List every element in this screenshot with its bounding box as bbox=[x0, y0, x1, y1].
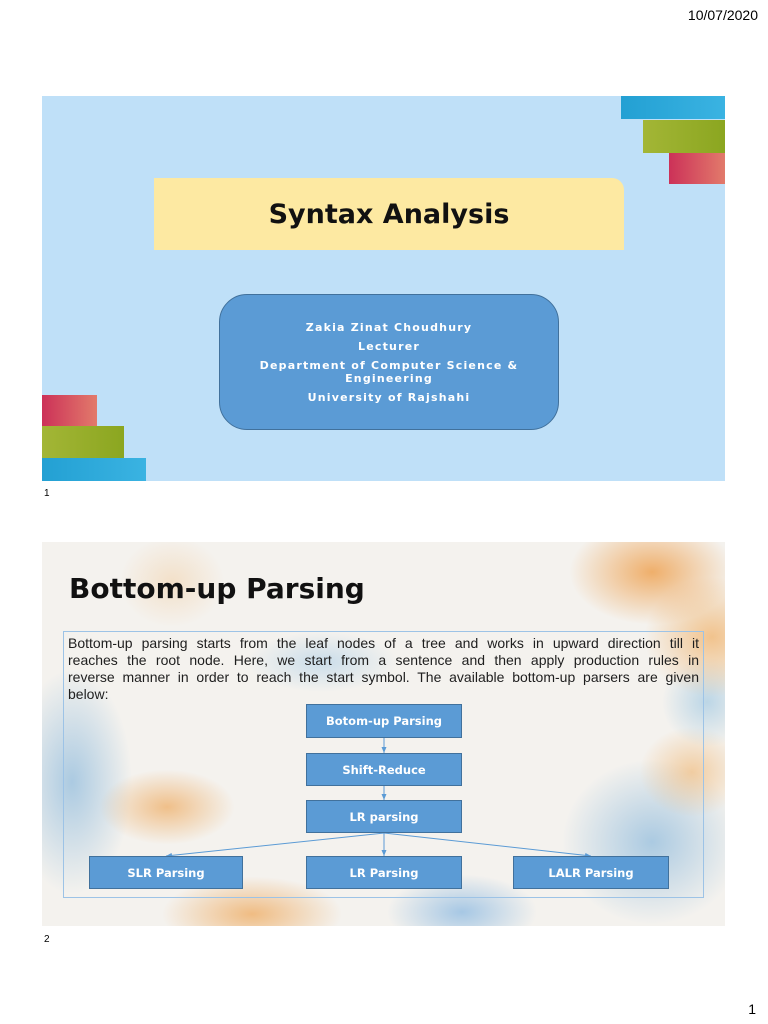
flow-node-lr-parsing-parent: LR parsing bbox=[306, 800, 462, 833]
slide-number-1: 1 bbox=[44, 488, 50, 499]
decor-bar-green-bottom-left bbox=[42, 426, 124, 458]
flow-node-bottom-up-parsing: Botom-up Parsing bbox=[306, 704, 462, 738]
print-date: 10/07/2020 bbox=[687, 7, 758, 23]
decor-bar-red-top-right bbox=[669, 153, 725, 184]
decor-bar-blue-top-right bbox=[621, 96, 725, 119]
presenter-position: Lecturer bbox=[358, 339, 420, 353]
body-line: reverse manner in order to reach the start symbol. The available bottom-up parsers are given bbox=[68, 669, 699, 685]
decor-bar-green-top-right bbox=[643, 120, 725, 153]
body-line: below: bbox=[68, 686, 109, 702]
presenter-name: Zakia Zinat Choudhury bbox=[305, 320, 473, 334]
flow-arrow bbox=[166, 833, 384, 856]
flow-arrow bbox=[384, 833, 591, 856]
flow-node-slr-parsing: SLR Parsing bbox=[89, 856, 243, 889]
slide-title: Bottom-up Parsing bbox=[69, 572, 365, 605]
slide-2 bbox=[42, 542, 725, 926]
body-line: Bottom-up parsing starts from the leaf nodes of a tree and works in upward direction till it bbox=[68, 635, 699, 651]
title-box bbox=[154, 178, 624, 250]
decor-bar-red-bottom-left bbox=[42, 395, 97, 426]
flow-node-shift-reduce: Shift-Reduce bbox=[306, 753, 462, 786]
flow-node-lr-parsing: LR Parsing bbox=[306, 856, 462, 889]
slide-number-2: 2 bbox=[44, 934, 50, 945]
body-line: reaches the root node. Here, we start from a sentence and then apply production rules in bbox=[68, 652, 699, 668]
presenter-box bbox=[219, 294, 559, 430]
slide-1 bbox=[42, 96, 725, 481]
flow-node-lalr-parsing: LALR Parsing bbox=[513, 856, 669, 889]
presenter-university: University of Rajshahi bbox=[307, 390, 471, 404]
page-number: 1 bbox=[748, 1001, 756, 1017]
presenter-department: Department of Computer Science & Engineering bbox=[259, 358, 519, 385]
slide-title: Syntax Analysis bbox=[268, 198, 510, 230]
decor-bar-blue-bottom-left bbox=[42, 458, 146, 481]
